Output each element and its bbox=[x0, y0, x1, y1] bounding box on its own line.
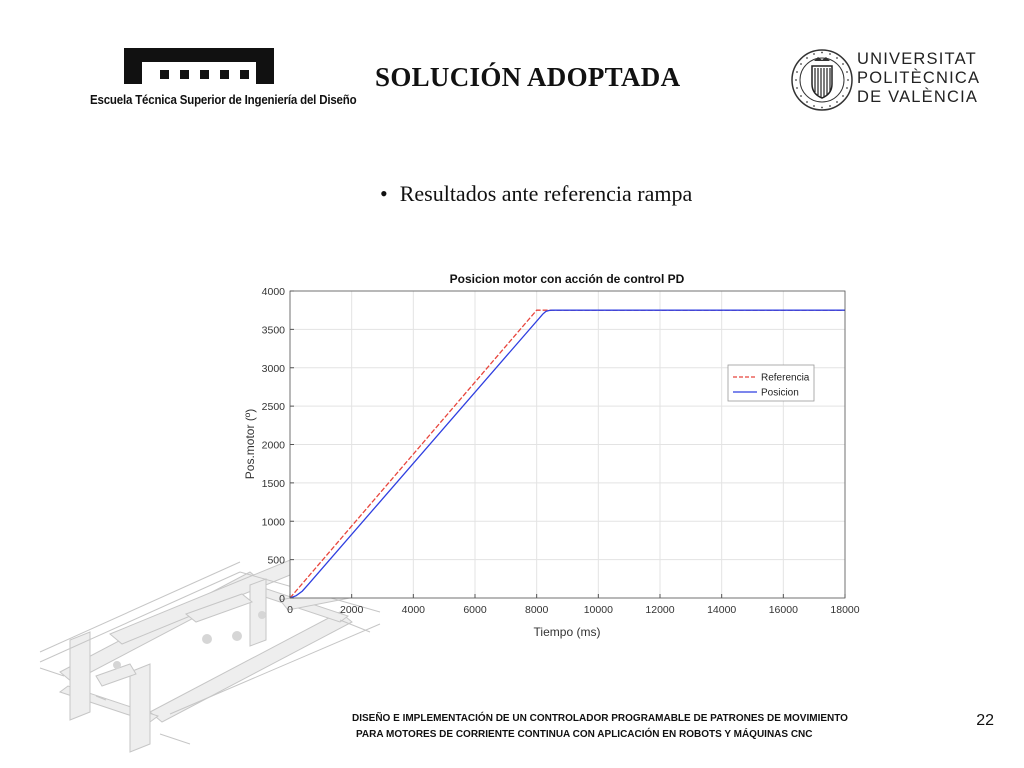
y-tick-label: 2500 bbox=[261, 401, 285, 414]
x-tick-label: 0 bbox=[287, 604, 293, 616]
y-tick-label: 1000 bbox=[261, 516, 285, 529]
x-tick-label: 2000 bbox=[339, 604, 364, 616]
footer-line1: DISEÑO E IMPLEMENTACIÓN DE UN CONTROLADOR PROGRAMABLE DE PATRONES DE MOVIMIENTO bbox=[352, 713, 848, 724]
chart-legend bbox=[728, 365, 814, 401]
x-tick-label: 4000 bbox=[401, 604, 426, 616]
x-tick-label: 8000 bbox=[524, 604, 549, 616]
y-tick-label: 1500 bbox=[261, 477, 285, 490]
x-tick-label: 12000 bbox=[645, 604, 675, 616]
y-tick-label: 0 bbox=[279, 593, 285, 605]
page-number: 22 bbox=[976, 712, 994, 729]
footer bbox=[352, 711, 848, 743]
slide-title: SOLUCIÓN ADOPTADA bbox=[375, 62, 681, 92]
x-tick-label: 14000 bbox=[707, 604, 737, 616]
upv-logo-line3: DE VALÈNCIA bbox=[857, 88, 979, 106]
chart-grid bbox=[290, 291, 845, 598]
x-tick-label: 6000 bbox=[463, 604, 487, 616]
y-axis bbox=[262, 286, 294, 605]
x-tick-label: 10000 bbox=[583, 604, 613, 616]
upv-logo-line2: POLITÈCNICA bbox=[857, 69, 981, 87]
etsid-logo-text: Escuela Técnica Superior de Ingeniería del Diseño bbox=[90, 93, 357, 107]
y-tick-label: 500 bbox=[267, 554, 285, 567]
x-tick-label: 16000 bbox=[768, 604, 798, 616]
legend-label-posicion: Posicion bbox=[761, 387, 799, 399]
y-axis-label: Pos.motor (º) bbox=[243, 408, 257, 480]
y-tick-label: 3000 bbox=[261, 362, 285, 375]
legend-label-referencia: Referencia bbox=[761, 372, 810, 384]
y-tick-label: 4000 bbox=[261, 286, 285, 298]
bullet-dot-icon: • bbox=[380, 181, 388, 206]
bullet-text: Resultados ante referencia rampa bbox=[399, 181, 693, 206]
x-tick-label: 18000 bbox=[830, 604, 860, 616]
footer-line2: PARA MOTORES DE CORRIENTE CONTINUA CON APLICACIÓN EN ROBOTS Y MÁQUINAS CNC bbox=[356, 729, 813, 740]
upv-logo-line1: UNIVERSITAT bbox=[857, 50, 977, 68]
y-tick-label: 3500 bbox=[261, 324, 285, 337]
y-tick-label: 2000 bbox=[261, 439, 285, 452]
chart-title: Posicion motor con acción de control PD bbox=[449, 272, 685, 286]
x-axis-label: Tiempo (ms) bbox=[533, 625, 601, 639]
